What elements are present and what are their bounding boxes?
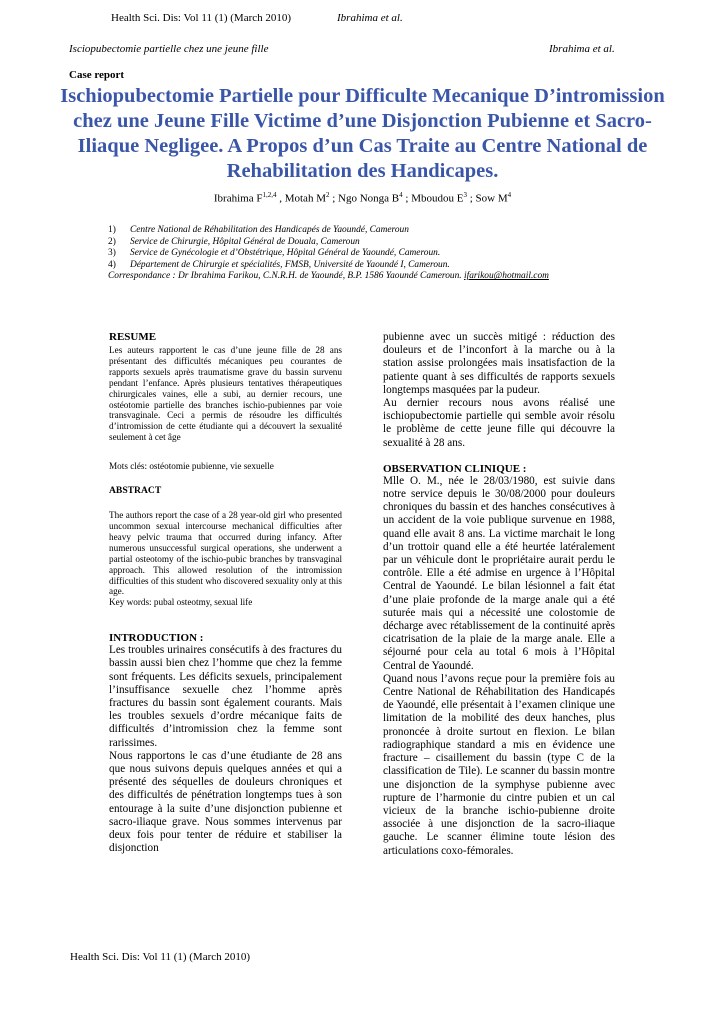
correspondence: Correspondance : Dr Ibrahima Farikou, C.N.R.H. de Yaoundé, B.P. 1586 Yaoundé Cameroun. ifarikou@hotmail.com xyxy=(108,271,549,282)
abstract-text: The authors report the case of a 28 year-old girl who presented uncommon sexual intercourse mechanical difficulties after heavy pelvic trauma that occurred during infancy. After numerous unsuccessful surgical operations, she underwent a partial osteotomy of the ischio-pubic branches by transvaginal approach. This allowed resolution of the intromission difficulties of this student who discovered sexuality only at this age. xyxy=(109,510,342,597)
running-author: Ibrahima et al. xyxy=(549,43,615,55)
right-column xyxy=(383,331,615,858)
author-name: Motah M xyxy=(284,192,326,205)
article-title xyxy=(60,84,665,184)
resume-text: Les auteurs rapportent le cas d’une jeune fille de 28 ans présentant des difficultés mécaniques peu courantes de rapports sexuels après traumatisme grave du bassin survenu pendant l’enfance. Après plusieurs tentatives thérapeutiques chirurgicales vaines, elle a subi, au dernier recours, une ostéotomie partielle des branches ischio-pubiennes par voie transvaginale. Ceci a permis de résoudre les difficultés d’intromission de cette étudiante qui a découvert la sexualité seulement à cet âge xyxy=(109,345,342,443)
left-column xyxy=(109,331,342,855)
body-paragraph: Au dernier recours nous avons réalisé une ischiopubectomie partielle qui semble avoir résolu le problème de cette jeune fille qui découvre la sexualité à 28 ans. xyxy=(383,397,615,449)
author-affil-sup: 1,2,4 xyxy=(262,191,277,199)
article-type: Case report xyxy=(69,69,125,81)
affiliation-item: 1) Centre National de Réhabilitation des Handicapés de Yaoundé, Cameroun xyxy=(108,225,409,235)
author-affil-sup: 4 xyxy=(507,191,512,199)
title-line: Ischiopubectomie Partielle pour Difficulte Mecanique D’intromission xyxy=(60,85,665,107)
author-affil-sup: 2 xyxy=(325,191,330,199)
affiliations xyxy=(108,225,549,283)
affiliation-item: 3) Service de Gynécologie et d’Obstétrique, Hôpital Général de Yaoundé, Cameroun. xyxy=(108,248,441,259)
email-link[interactable]: ifarikou@hotmail.com xyxy=(463,271,549,282)
header-author: Ibrahima et al. xyxy=(337,12,403,24)
observation-paragraph: Quand nous l’avons reçue pour la première fois au Centre National de Réhabilitation des Handicapés de Yaoundé, elle présentait à l’examen clinique une limitation de la mobilité des deux hanches, plus prononcée à droite surtout en flexion. Le bilan radiographique standard a mis en évidence une fracture – cisaillement du bassin (type C de la classification de Tile). Le scanner du bassin montre une disjonction de la symphyse pubienne avec rupture de l’harmonie du cintre pubien et un cal vicieux de la branche ischio-pubienne droite associée à une disjonction de la sacro-iliaque gauche. Le scanner élimine toute lésion des articulations coxo-fémorales. xyxy=(383,672,615,857)
page-footer: Health Sci. Dis: Vol 11 (1) (March 2010) xyxy=(70,951,251,963)
intro-paragraph: Les troubles urinaires consécutifs à des fractures du bassin aussi bien chez l’homme que chez la femme sont fréquents. Les déficits sexuels, principalement l’insuffisance sexuelle chez l’homme après fractures du bassin sont également courants. Mais les troubles sexuels d’ordre mécanique faits de difficultés d’intromission chez la femme sont rarissimes. xyxy=(109,644,342,749)
affiliation-item: 2) Service de Chirurgie, Hôpital Général de Douala, Cameroun xyxy=(108,236,360,247)
journal-header xyxy=(111,12,403,24)
author-name: Sow M xyxy=(475,192,508,205)
author-name: Mboudou E xyxy=(411,192,464,205)
journal-citation: Health Sci. Dis: Vol 11 (1) (March 2010) xyxy=(111,12,292,24)
title-line: Rehabilitation des Handicapes. xyxy=(226,160,499,182)
resume-heading: RESUME xyxy=(109,331,157,343)
observation-heading: OBSERVATION CLINIQUE : xyxy=(383,462,527,475)
author-list: Ibrahima F$^{1,2,4}$ , Motah $M^2$ ; Ngo Nonga $B^4$ ; Mboudou $E^3$ ; Sow $M^4$ xyxy=(213,191,512,205)
observation-paragraph: Mlle O. M., née le 28/03/1980, est suivie dans notre service depuis le 30/08/2000 pour douleurs chroniques du bassin et des hanches consécutives à un accident de la voie publique survenue en 1988, quand elle avait 8 ans. La victime marchait le long d’un trottoir quand elle a été heurtée latéralement par un véhicule dont le propriétaire aurait perdu le contrôle. Elle a été admise en urgence à l’Hôpital Central de Yaoundé. Le bilan lésionnel a fait état d’une plaie profonde de la marge anale qui a été suturée mais qui a nécessité une colostomie de décharge avec rétablissement de la continuité après cicatrisation de la plaie de la marge anale. Elle a séjourné pour cela au total 6 mois à l’Hôpital Central de Yaoundé. xyxy=(383,474,615,672)
author-affil-sup: 4 xyxy=(399,191,403,199)
introduction-heading: INTRODUCTION : xyxy=(109,632,204,645)
mots-cles: Mots clés: ostéotomie pubienne, vie sexuelle xyxy=(109,461,274,472)
author-affil-sup: 3 xyxy=(463,191,467,199)
keywords: Key words: pubal osteotmy, sexual life xyxy=(109,597,253,608)
running-title: Isciopubectomie partielle chez une jeune fille xyxy=(69,43,269,55)
title-line: Iliaque Negligee. A Propos d’un Cas Traite au Centre National de xyxy=(77,135,648,157)
title-line: chez une Jeune Fille Victime d’une Disjonction Pubienne et Sacro- xyxy=(73,110,652,132)
intro-paragraph: Nous rapportons le cas d’une étudiante de 28 ans que nous suivons depuis quelques années et qui a présenté des séquelles de douleurs chroniques et des difficultés de pénétration longtemps tues à son entourage à la suite d’une disjonction pubienne et sacro-iliaque grave. Nous sommes intervenus par deux fois pour tenter de réduire et stabiliser la disjonction xyxy=(109,749,342,855)
author-name: Ngo Nonga B xyxy=(338,192,400,205)
abstract-heading: ABSTRACT xyxy=(109,485,162,497)
author-name: Ibrahima F xyxy=(213,192,263,205)
affiliation-item: 4) Département de Chirurgie et spécialités, FMSB, Université de Yaoundé I, Cameroun. xyxy=(108,259,450,270)
body-paragraph: pubienne avec un succès mitigé : réduction des douleurs et de l’inconfort à la marche ou à la station assise prolongées mais insatisfaction de la patiente quant à ses difficultés de rapports sexuels longtemps masquées par la pudeur. xyxy=(383,331,615,396)
